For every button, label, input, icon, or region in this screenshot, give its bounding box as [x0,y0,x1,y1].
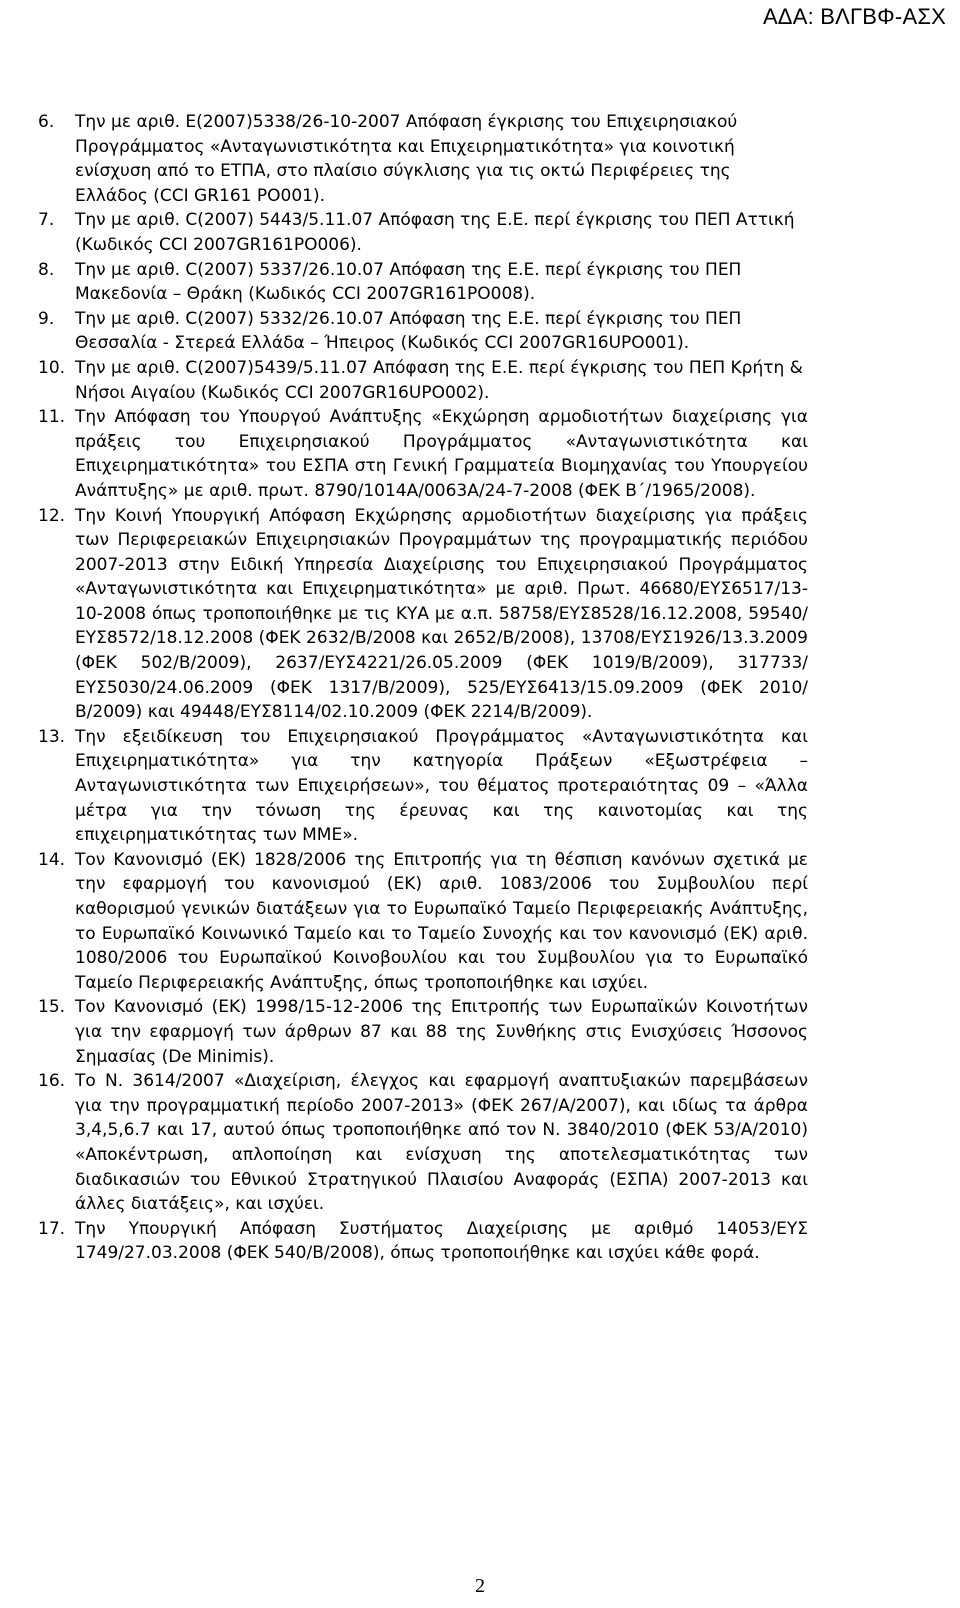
list-item-number: 13. [38,726,66,747]
list-item-16 [38,1069,808,1217]
list-item-number: 16. [38,1071,66,1092]
list-item-text: Την με αριθ. C(2007) 5337/26.10.07 Απόφαση της Ε.Ε. περί έγκρισης του ΠΕΠ Μακεδονία – Θράκη (Κωδικός CCI 2007GR161PO008). [75,259,742,305]
list-item-text: Την με αριθ. Ε(2007)5338/26-10-2007 Απόφαση έγκρισης του Επιχειρησιακού Προγράμματος «Ανταγωνιστικότητα και Επιχειρηματικότητα» για κοινοτική ενίσχυση από το ΕΤΠΑ, στο πλαίσιο σύγκλισης για τις οκτώ Περιφέρειες της Ελλάδος (CCI GR161 PO001). [75,112,738,206]
list-item-text: Την με αριθ. C(2007)5439/5.11.07 Απόφαση της Ε.Ε. περί έγκρισης του ΠΕΠ Κρήτη & Νήσοι Αιγαίου (Κωδικός CCI 2007GR16UPO002). [75,357,803,403]
list-item-9 [38,307,808,356]
document-ada-code: ΑΔΑ: ΒΛΓΒΦ-ΑΣΧ [762,4,946,29]
document-body [38,110,808,1266]
list-item-number: 7. [38,210,55,231]
list-item-number: 14. [38,849,66,870]
list-item-12 [38,504,808,725]
list-item-11 [38,405,808,503]
page-number: 2 [475,1575,485,1597]
list-item-17 [38,1217,808,1266]
list-item-text: Την με αριθ. C(2007) 5443/5.11.07 Απόφαση της Ε.Ε. περί έγκρισης του ΠΕΠ Αττική (Κωδικός CCI 2007GR161PO006). [75,210,795,255]
list-item-number: 11. [38,407,66,428]
list-item-10 [38,356,808,405]
list-item-text: Την Υπουργική Απόφαση Συστήματος Διαχείρισης με αριθμό 14053/ΕΥΣ 1749/27.03.2008 (ΦΕΚ 540/Β/2008), όπως τροποποιήθηκε και ισχύει κάθε φορά. [75,1218,808,1264]
list-item-number: 17. [38,1218,66,1239]
list-item-number: 6. [38,112,55,132]
list-item-number: 9. [38,308,55,329]
list-item-15 [38,995,808,1069]
list-item-14 [38,848,808,996]
list-item-text: Το Ν. 3614/2007 «Διαχείριση, έλεγχος και εφαρμογή αναπτυξιακών παρεμβάσεων για την προγραμματική περίοδο 2007-2013» (ΦΕΚ 267/Α/2007), και ιδίως τα άρθρα 3,4,5,6.7 και 17, αυτού όπως τροποποιήθηκε από τον Ν. 3840/2010 (ΦΕΚ 53/Α/2010) «Αποκέντρωση, απλοποίηση και ενίσχυση της αποτελεσματικότητας των διαδικασιών του Εθνικού Στρατηγικού Πλαισίου Αναφοράς (ΕΣΠΑ) 2007-2013 και άλλες διατάξεις», και ισχύει. [75,1071,808,1215]
list-item-text: Την εξειδίκευση του Επιχειρησιακού Προγράμματος «Ανταγωνιστικότητα και Επιχειρηματικότητα» για την κατηγορία Πράξεων «Εξωστρέφεια – Ανταγωνιστικότητα των Επιχειρήσεων», του θέματος προτεραιότητας 09 – «Άλλα μέτρα για την τόνωση της έρευνας και της καινοτομίας και της επιχειρηματικότητας των ΜΜΕ». [75,726,808,846]
list-item-number: 15. [38,997,66,1018]
list-item-number: 8. [38,259,55,280]
list-item-7 [38,208,808,257]
list-item-text: Τον Κανονισμό (ΕΚ) 1828/2006 της Επιτροπής για τη θέσπιση κανόνων σχετικά με την εφαρμογή του κανονισμού (ΕΚ) αριθ. 1083/2006 του Συμβουλίου περί καθορισμού γενικών διατάξεων για το Ευρωπαϊκό Ταμείο Περιφερειακής Ανάπτυξης, το Ευρωπαϊκό Κοινωνικό Ταμείο και το Ταμείο Συνοχής και τον κανονισμό (ΕΚ) αριθ. 1080/2006 του Ευρωπαϊκού Κοινοβουλίου και του Συμβουλίου για το Ευρωπαϊκό Ταμείο Περιφερειακής Ανάπτυξης, όπως τροποποιήθηκε και ισχύει. [75,849,808,993]
list-item-13 [38,725,808,848]
list-item-8 [38,258,808,307]
list-item-6 [38,110,808,208]
list-item-text: Την με αριθ. C(2007) 5332/26.10.07 Απόφαση της Ε.Ε. περί έγκρισης του ΠΕΠ Θεσσαλία - Στερεά Ελλάδα – Ήπειρος (Κωδικός CCI 2007GR16UPO001). [75,308,742,354]
list-item-text: Την Απόφαση του Υπουργού Ανάπτυξης «Εκχώρηση αρμοδιοτήτων διαχείρισης για πράξεις του Επιχειρησιακού Προγράμματος «Ανταγωνιστικότητα και Επιχειρηματικότητα» του ΕΣΠΑ στη Γενική Γραμματεία Βιομηχανίας του Υπουργείου Ανάπτυξης» με αριθ. πρωτ. 8790/1014Α/0063Α/24-7-2008 (ΦΕΚ Β΄/1965/2008). [75,407,808,501]
list-item-text: Την Κοινή Υπουργική Απόφαση Εκχώρησης αρμοδιοτήτων διαχείρισης για πράξεις των Περιφερειακών Επιχειρησιακών Προγραμμάτων της προγραμματικής περιόδου 2007-2013 στην Ειδική Υπηρεσία Διαχείρισης του Επιχειρησιακού Προγράμματος «Ανταγωνιστικότητα και Επιχειρηματικότητα» με αριθ. Πρωτ. 46680/ΕΥΣ6517/13-10-2008 όπως τροποποιήθηκε με τις ΚΥΑ με α.π. 58758/ΕΥΣ8528/16.12.2008, 59540/ΕΥΣ8572/18.12.2008 (ΦΕΚ 2632/Β/2008 και 2652/Β/2008), 13708/ΕΥΣ1926/13.3.2009 (ΦΕΚ 502/Β/2009), 2637/ΕΥΣ4221/26.05.2009 (ΦΕΚ 1019/Β/2009), 317733/ΕΥΣ5030/24.06.2009 (ΦΕΚ 1317/Β/2009), 525/ΕΥΣ6413/15.09.2009 (ΦΕΚ 2010/Β/2009) και 49448/ΕΥΣ8114/02.10.2009 (ΦΕΚ 2214/Β/2009). [75,505,808,723]
list-item-number: 12. [38,505,66,526]
list-item-text: Τον Κανονισμό (ΕΚ) 1998/15-12-2006 της Επιτροπής των Ευρωπαϊκών Κοινοτήτων για την εφαρμογή των άρθρων 87 και 88 της Συνθήκης στις Ενισχύσεις Ήσσονος Σημασίας (De Minimis). [75,997,808,1067]
list-item-number: 10. [38,357,66,378]
